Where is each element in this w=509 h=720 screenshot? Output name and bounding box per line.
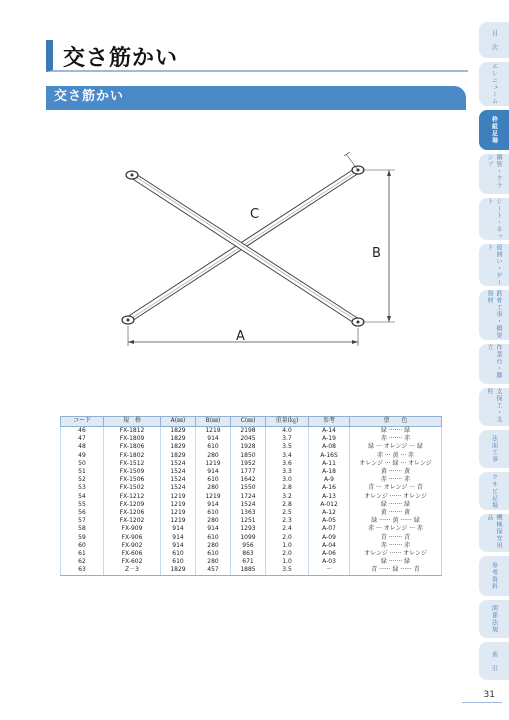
table-cell: 2.0 — [266, 550, 309, 558]
table-cell: 1.0 — [266, 542, 309, 550]
table-cell: 58 — [61, 525, 104, 533]
table-cell: 2.5 — [266, 509, 309, 517]
table-cell: 55 — [61, 501, 104, 509]
table-cell: 63 — [61, 566, 104, 575]
index-tab[interactable] — [479, 472, 509, 510]
index-tab[interactable] — [479, 154, 509, 194]
spec-table — [60, 416, 442, 576]
table-cell: 47 — [61, 435, 104, 443]
table-cell: A-19 — [309, 435, 350, 443]
table-cell: FX-1212 — [104, 493, 161, 501]
table-cell: 緑 ······· 緑 — [350, 501, 442, 509]
table-cell: 1251 — [231, 517, 266, 525]
table-cell: A-16S — [309, 452, 350, 460]
table-cell: 黄 ······· 黄 — [350, 468, 442, 476]
table-cell: FX-1502 — [104, 484, 161, 492]
table-cell: 3.2 — [266, 493, 309, 501]
table-cell: オレンジ ··· 緑 ··· オレンジ — [350, 460, 442, 468]
table-cell: FX-1812 — [104, 427, 161, 436]
table-cell: 緑 ······· 緑 — [350, 558, 442, 566]
table-cell: A-13 — [309, 493, 350, 501]
table-cell: 914 — [196, 525, 231, 533]
table-cell: 610 — [196, 534, 231, 542]
index-tab-label: 機械保安用品 — [486, 514, 502, 549]
table-cell: 610 — [196, 509, 231, 517]
page-number: 31 — [483, 690, 495, 700]
table-cell: 1.0 — [266, 558, 309, 566]
table-cell: 61 — [61, 550, 104, 558]
table-cell: A-9 — [309, 476, 350, 484]
section-title: 交さ筋かい — [46, 86, 466, 108]
table-cell: 3.5 — [266, 443, 309, 451]
table-cell: 緑 ······· 緑 — [350, 427, 442, 436]
label-a: A — [236, 329, 245, 344]
table-cell: 914 — [196, 501, 231, 509]
table-cell: 914 — [196, 435, 231, 443]
index-tab[interactable] — [479, 110, 509, 150]
index-tab-label: 目 次 — [490, 29, 498, 51]
index-tab-label: 鋼管・クランプ — [486, 154, 502, 189]
label-c: C — [250, 207, 260, 222]
table-cell: 280 — [196, 517, 231, 525]
table-cell: FX-602 — [104, 558, 161, 566]
table-row — [61, 501, 442, 509]
table-row — [61, 452, 442, 460]
table-cell: 3.5 — [266, 566, 309, 575]
index-tab-label: 索 引 — [490, 650, 498, 672]
table-cell: 赤 ······· 赤 — [350, 435, 442, 443]
table-row — [61, 509, 442, 517]
brace-bar-2 — [126, 171, 364, 326]
table-cell: 3.6 — [266, 460, 309, 468]
page-title-text: 交さ筋かい — [63, 46, 179, 71]
table-cell: Z－3 — [104, 566, 161, 575]
table-row — [61, 443, 442, 451]
table-cell: 1524 — [161, 460, 196, 468]
table-cell: 緑 ··· オレンジ ··· 緑 — [350, 443, 442, 451]
table-cell: FX-902 — [104, 542, 161, 550]
table-row — [61, 542, 442, 550]
table-row — [61, 493, 442, 501]
table-row — [61, 534, 442, 542]
table-cell: 緑 ······ 黄 ······ 緑 — [350, 517, 442, 525]
index-tab-label: 法面工事 — [490, 435, 498, 463]
header-c: C(㎜) — [231, 417, 266, 427]
table-cell: 青 ······· 青 — [350, 534, 442, 542]
table-cell: FX-1506 — [104, 476, 161, 484]
index-tab[interactable] — [479, 198, 509, 240]
table-cell: 46 — [61, 427, 104, 436]
table-cell: 2.8 — [266, 484, 309, 492]
index-tab[interactable] — [479, 388, 509, 426]
table-cell: 2.0 — [266, 534, 309, 542]
table-cell: － — [309, 566, 350, 575]
table-cell: FX-1802 — [104, 452, 161, 460]
header-b: B(㎜) — [196, 417, 231, 427]
label-b: B — [372, 246, 381, 261]
table-cell: 赤 ··· 黄 ··· 赤 — [350, 452, 442, 460]
table-cell: 1952 — [231, 460, 266, 468]
table-cell: 1850 — [231, 452, 266, 460]
table-cell: A-05 — [309, 517, 350, 525]
table-cell: 3.7 — [266, 435, 309, 443]
table-cell: 1219 — [161, 493, 196, 501]
table-cell: 赤 ······· 赤 — [350, 542, 442, 550]
table-cell: 914 — [196, 468, 231, 476]
index-tab[interactable] — [479, 556, 509, 596]
table-cell: 48 — [61, 443, 104, 451]
table-cell: FX-1202 — [104, 517, 161, 525]
table-cell: FX-1806 — [104, 443, 161, 451]
index-tab-label: 支保工・支柱 — [486, 388, 502, 423]
table-cell: 3.0 — [266, 476, 309, 484]
table-cell: 1524 — [161, 476, 196, 484]
table-cell: 1829 — [161, 566, 196, 575]
table-cell: 956 — [231, 542, 266, 550]
table-row — [61, 525, 442, 533]
table-cell: 671 — [231, 558, 266, 566]
table-cell: FX-909 — [104, 525, 161, 533]
table-cell: 2.8 — [266, 501, 309, 509]
table-cell: 赤 ······· 赤 — [350, 476, 442, 484]
table-cell: FX-1209 — [104, 501, 161, 509]
table-cell: 1524 — [161, 484, 196, 492]
table-cell: FX-1206 — [104, 509, 161, 517]
index-tab-label: 参考資料 — [490, 562, 498, 590]
table-cell: 280 — [196, 452, 231, 460]
index-tab[interactable] — [479, 514, 509, 552]
table-cell: 4.0 — [266, 427, 309, 436]
table-cell: A-09 — [309, 534, 350, 542]
table-cell: A-18 — [309, 468, 350, 476]
table-row — [61, 427, 442, 436]
table-row — [61, 468, 442, 476]
table-cell: A-11 — [309, 460, 350, 468]
table-cell: 1829 — [161, 452, 196, 460]
table-cell: 457 — [196, 566, 231, 575]
table-cell: 2198 — [231, 427, 266, 436]
table-cell: 914 — [161, 542, 196, 550]
table-cell: 610 — [196, 476, 231, 484]
table-cell: 青 ··· オレンジ ··· 青 — [350, 484, 442, 492]
table-cell: 60 — [61, 542, 104, 550]
table-cell: 59 — [61, 534, 104, 542]
table-cell: 1642 — [231, 476, 266, 484]
index-tab-label: シート・ネット — [486, 198, 502, 240]
table-cell: 53 — [61, 484, 104, 492]
table-cell: 49 — [61, 452, 104, 460]
table-cell: 1777 — [231, 468, 266, 476]
header-code: コード — [61, 417, 104, 427]
index-tab-label: 仮囲い・ゲート — [486, 244, 502, 286]
table-cell: 610 — [196, 443, 231, 451]
header-color: 塗 色 — [350, 417, 442, 427]
table-row — [61, 460, 442, 468]
table-cell: 2045 — [231, 435, 266, 443]
table-cell: 57 — [61, 517, 104, 525]
index-tab-label: クサビ足場 — [490, 473, 498, 509]
table-cell: 56 — [61, 509, 104, 517]
table-cell: 1724 — [231, 493, 266, 501]
table-cell: 610 — [161, 550, 196, 558]
table-cell: オレンジ ······ オレンジ — [350, 493, 442, 501]
cross-brace-diagram — [110, 140, 410, 360]
table-cell: 1524 — [161, 468, 196, 476]
table-cell: 青 ······ 緑 ······ 青 — [350, 566, 442, 575]
table-row — [61, 566, 442, 575]
table-cell: 2.4 — [266, 525, 309, 533]
table-cell: 914 — [161, 525, 196, 533]
header-ref: 参考 — [309, 417, 350, 427]
table-cell: A-07 — [309, 525, 350, 533]
table-cell: A-012 — [309, 501, 350, 509]
table-cell: A-08 — [309, 443, 350, 451]
table-row — [61, 484, 442, 492]
table-cell: 2.3 — [266, 517, 309, 525]
table-cell: 863 — [231, 550, 266, 558]
table-cell: 1099 — [231, 534, 266, 542]
table-cell: A-06 — [309, 550, 350, 558]
index-tab-label: 鉄骨工事・橋梁資材 — [486, 290, 502, 339]
table-cell: 1550 — [231, 484, 266, 492]
table-cell: A-04 — [309, 542, 350, 550]
table-cell: 3.3 — [266, 468, 309, 476]
table-cell: 1293 — [231, 525, 266, 533]
table-cell: A-16 — [309, 484, 350, 492]
table-cell: 3.4 — [266, 452, 309, 460]
table-cell: 1219 — [161, 517, 196, 525]
index-tab-label: 枠組足場 — [490, 116, 498, 144]
index-tab[interactable] — [479, 22, 509, 58]
table-cell: 1885 — [231, 566, 266, 575]
dimension-c — [344, 152, 358, 170]
index-tab[interactable] — [479, 600, 509, 638]
table-cell: 1829 — [161, 435, 196, 443]
table-cell: 54 — [61, 493, 104, 501]
table-cell: 610 — [161, 558, 196, 566]
table-cell: FX-1512 — [104, 460, 161, 468]
spec-table-header — [61, 417, 442, 427]
table-cell: 610 — [196, 550, 231, 558]
page-title — [46, 40, 468, 72]
header-weight: 重量(㎏) — [266, 417, 309, 427]
index-tab-label: 作業台・脚立 — [486, 344, 502, 379]
section-divider — [46, 108, 466, 110]
table-cell: 1219 — [161, 509, 196, 517]
table-cell: 1829 — [161, 443, 196, 451]
table-cell: オレンジ ······ オレンジ — [350, 550, 442, 558]
table-cell: A-12 — [309, 509, 350, 517]
table-cell: 52 — [61, 476, 104, 484]
table-cell: A-03 — [309, 558, 350, 566]
index-tab[interactable] — [479, 244, 509, 286]
index-tab[interactable] — [479, 430, 509, 468]
table-cell: 1829 — [161, 427, 196, 436]
table-cell: 280 — [196, 484, 231, 492]
index-tab-label: エレニューム — [490, 63, 498, 105]
table-cell: FX-1809 — [104, 435, 161, 443]
table-cell: 黄 ······· 黄 — [350, 509, 442, 517]
table-cell: 1524 — [231, 501, 266, 509]
table-cell: 50 — [61, 460, 104, 468]
header-a: A(㎜) — [161, 417, 196, 427]
table-cell: FX-1509 — [104, 468, 161, 476]
table-cell: 280 — [196, 542, 231, 550]
table-cell: 1928 — [231, 443, 266, 451]
table-cell: 280 — [196, 558, 231, 566]
table-cell: FX-906 — [104, 534, 161, 542]
table-cell: 赤 ··· オレンジ ··· 赤 — [350, 525, 442, 533]
index-tab[interactable] — [479, 290, 509, 340]
table-cell: 1219 — [161, 501, 196, 509]
table-cell: 51 — [61, 468, 104, 476]
index-tab-label: 関係法規 — [490, 605, 498, 633]
header-spec: 規 格 — [104, 417, 161, 427]
table-cell: 1219 — [196, 427, 231, 436]
table-cell: 1219 — [196, 493, 231, 501]
index-tab[interactable] — [479, 62, 509, 106]
table-cell: 1363 — [231, 509, 266, 517]
table-cell: 1219 — [196, 460, 231, 468]
index-tab[interactable] — [479, 642, 509, 680]
table-cell: FX-606 — [104, 550, 161, 558]
table-cell: 914 — [161, 534, 196, 542]
table-cell: A-14 — [309, 427, 350, 436]
index-tab[interactable] — [479, 344, 509, 384]
table-cell: 62 — [61, 558, 104, 566]
page-number-rule — [462, 702, 502, 703]
